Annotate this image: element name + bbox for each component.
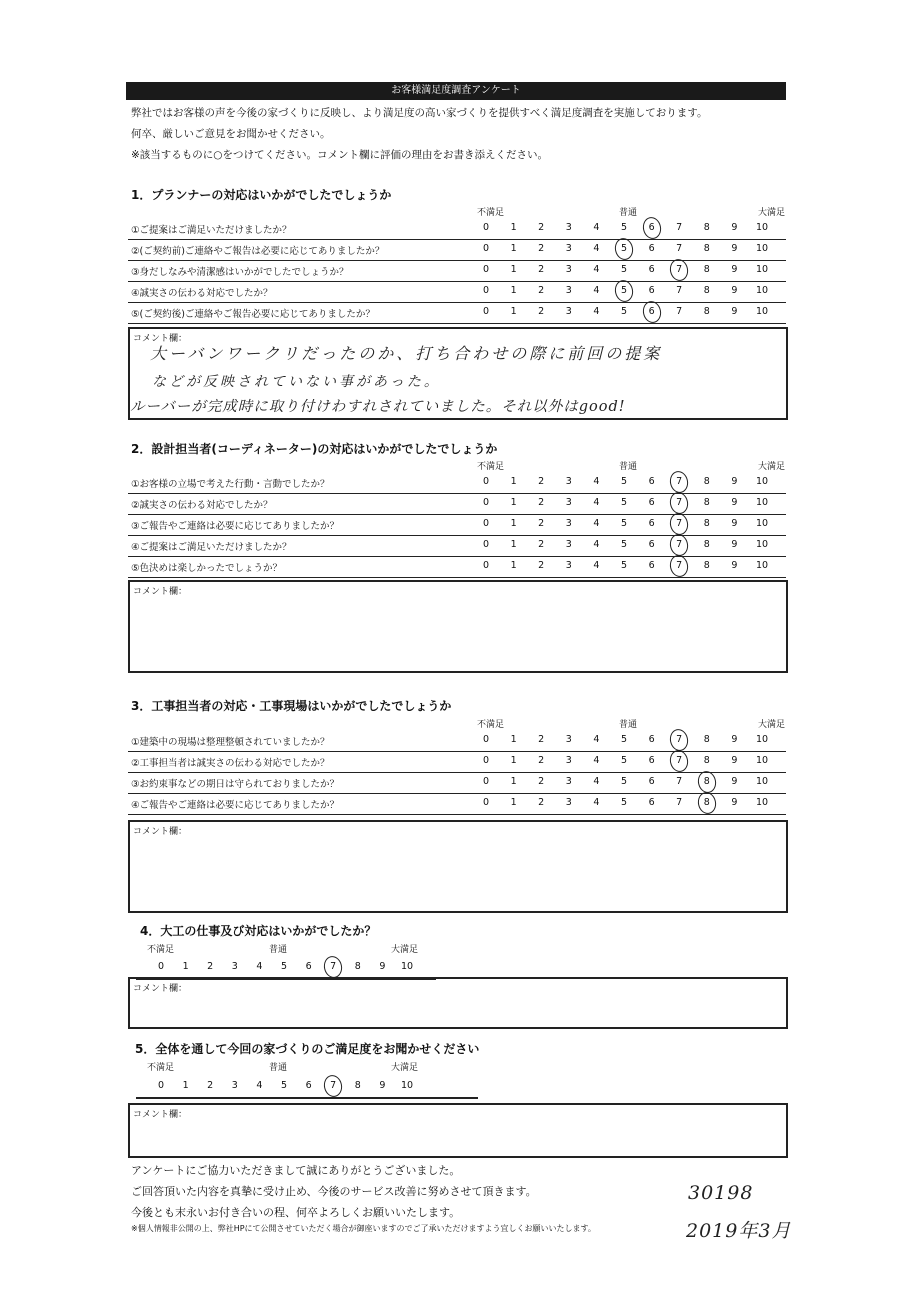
rating-option-4[interactable]: 4 [593,264,600,275]
scale-low-label: 不満足 [147,945,175,955]
rating-option-10[interactable]: 10 [755,285,769,296]
rating-option-8[interactable]: 8 [703,476,710,487]
rating-option-9[interactable]: 9 [731,797,738,808]
rating-option-0[interactable]: 0 [482,776,490,787]
rating-option-8[interactable]: 8 [703,243,710,254]
scale-high-label: 大満足 [758,208,786,218]
scale-mid-label: 普通 [269,945,288,955]
rating-option-10[interactable]: 10 [755,797,769,808]
rating-option-0[interactable]: 0 [482,264,490,275]
rating-option-9[interactable]: 9 [731,518,738,529]
rating-option-4[interactable]: 4 [593,560,600,571]
rating-option-0[interactable]: 0 [482,243,490,254]
rating-option-9[interactable]: 9 [379,961,386,972]
rating-option-9[interactable]: 9 [731,476,738,487]
rating-option-3[interactable]: 3 [565,285,572,296]
rating-option-8[interactable]: 8 [703,222,710,233]
section-1-title: 1．プランナーの対応はいかがでしたでしょうか [131,188,392,202]
rating-option-5[interactable]: 5 [620,243,628,254]
rating-option-5[interactable]: 5 [620,497,628,508]
rating-option-1[interactable]: 1 [510,264,517,275]
rating-option-3[interactable]: 3 [565,222,572,233]
selected-answer-circle [641,299,663,324]
selected-answer-circle [668,490,690,515]
rating-option-1[interactable]: 1 [510,539,517,550]
rating-option-5[interactable]: 5 [620,264,628,275]
rating-option-9[interactable]: 9 [731,264,738,275]
rating-option-2[interactable]: 2 [538,776,545,787]
comment-label: コメント欄： [133,1110,188,1120]
rating-option-1[interactable]: 1 [510,734,517,745]
rating-option-8[interactable]: 8 [703,264,710,275]
rating-option-6[interactable]: 6 [648,285,655,296]
rating-option-10[interactable]: 10 [755,518,769,529]
rating-option-2[interactable]: 2 [538,306,545,317]
question-text: ③ご報告やご連絡は必要に応じてありましたか？ [131,521,340,532]
rating-option-1[interactable]: 1 [510,776,517,787]
selected-answer-circle [322,954,344,979]
section-2-comment-box[interactable] [128,580,788,673]
scale-high-label: 大満足 [391,1063,419,1073]
rating-option-4[interactable]: 4 [256,1080,263,1091]
rating-option-7[interactable]: 7 [676,306,683,317]
selected-answer-circle [668,469,690,494]
rating-option-5[interactable]: 5 [280,1080,288,1091]
question-text: ①お客様の立場で考えた行動・言動でしたか？ [131,479,330,490]
comment-label: コメント欄： [133,827,188,837]
rating-option-8[interactable]: 8 [703,306,710,317]
rating-option-6[interactable]: 6 [648,734,655,745]
section-3-title: 3．工事担当者の対応・工事現場はいかがでしたでしょうか [131,699,452,713]
question-row [128,261,786,282]
rating-option-4[interactable]: 4 [593,243,600,254]
section-3-comment-box[interactable] [128,820,788,913]
rating-option-2[interactable]: 2 [538,518,545,529]
selected-answer-circle [668,748,690,773]
rating-option-6[interactable]: 6 [305,961,312,972]
question-text: ④ご報告やご連絡は必要に応じてありましたか？ [131,800,340,811]
rating-option-10[interactable]: 10 [755,755,769,766]
rating-option-4[interactable]: 4 [593,539,600,550]
scale-mid-label: 普通 [619,208,638,218]
scale-high-label: 大満足 [391,945,419,955]
rating-option-1[interactable]: 1 [510,497,517,508]
rating-option-6[interactable]: 6 [648,222,655,233]
rating-option-7[interactable]: 7 [676,264,683,275]
question-row [128,557,786,578]
rating-option-7[interactable]: 7 [676,243,683,254]
rating-option-8[interactable]: 8 [354,1080,361,1091]
question-row [128,752,786,773]
question-text: ⑤(ご契約後)ご連絡やご報告必要に応じてありましたか？ [131,309,375,320]
survey-date: 2019年3月 [686,1220,792,1242]
rating-option-7[interactable]: 7 [330,961,337,972]
rating-option-9[interactable]: 9 [731,306,738,317]
rating-option-8[interactable]: 8 [703,776,710,787]
rating-option-8[interactable]: 8 [354,961,361,972]
rating-option-0[interactable]: 0 [482,560,490,571]
rating-option-1[interactable]: 1 [510,518,517,529]
rating-option-1[interactable]: 1 [510,476,517,487]
question-text: ③お約束事などの期日は守られておりましたか？ [131,779,340,790]
rating-option-5[interactable]: 5 [620,797,628,808]
rating-option-3[interactable]: 3 [231,961,238,972]
rating-option-0[interactable]: 0 [482,285,490,296]
rating-option-5[interactable]: 5 [620,755,628,766]
rating-option-6[interactable]: 6 [648,539,655,550]
rating-option-2[interactable]: 2 [538,222,545,233]
question-row [128,303,786,324]
survey-id-number: 30198 [688,1182,754,1204]
rating-option-1[interactable]: 1 [510,755,517,766]
rating-option-2[interactable]: 2 [538,476,545,487]
rating-option-1[interactable]: 1 [182,1080,189,1091]
section-4-title: 4．大工の仕事及び対応はいかがでしたか？ [140,924,377,938]
question-row [128,773,786,794]
rating-option-1[interactable]: 1 [510,560,517,571]
scale-mid-label: 普通 [619,462,638,472]
rating-option-6[interactable]: 6 [648,476,655,487]
scale-low-label: 不満足 [147,1063,175,1073]
rating-option-10[interactable]: 10 [755,243,769,254]
rating-option-8[interactable]: 8 [703,755,710,766]
rating-option-5[interactable]: 5 [620,776,628,787]
intro-line: ※該当するものに○をつけてください。コメント欄に評価の理由をお書き添えください。 [131,149,548,161]
rating-option-2[interactable]: 2 [538,755,545,766]
rating-option-3[interactable]: 3 [565,776,572,787]
question-row [128,219,786,240]
rating-option-4[interactable]: 4 [593,518,600,529]
rating-option-6[interactable]: 6 [305,1080,312,1091]
rating-option-3[interactable]: 3 [565,476,572,487]
question-text: ②誠実さの伝わる対応でしたか？ [131,500,273,511]
selected-answer-circle [668,727,690,752]
question-text: ③身だしなみや清潔感はいかがでしたでしょうか？ [131,267,349,278]
scale-high-label: 大満足 [758,462,786,472]
rating-option-3[interactable]: 3 [565,734,572,745]
rating-option-4[interactable]: 4 [593,776,600,787]
rating-option-10[interactable]: 10 [755,306,769,317]
rating-option-0[interactable]: 0 [482,306,490,317]
rating-option-0[interactable]: 0 [482,797,490,808]
rating-option-2[interactable]: 2 [538,264,545,275]
rating-option-9[interactable]: 9 [731,776,738,787]
rating-option-3[interactable]: 3 [565,497,572,508]
rating-option-10[interactable]: 10 [755,560,769,571]
scale-mid-label: 普通 [269,1063,288,1073]
rating-option-2[interactable]: 2 [207,1080,214,1091]
rating-option-0[interactable]: 0 [482,497,490,508]
comment-handwriting-line: などが反映されていない事があった。 [152,374,441,390]
scale-low-label: 不満足 [477,720,505,730]
rating-option-10[interactable]: 10 [755,539,769,550]
rating-option-0[interactable]: 0 [482,734,490,745]
rating-option-6[interactable]: 6 [648,518,655,529]
rating-option-7[interactable]: 7 [676,497,683,508]
rating-option-2[interactable]: 2 [538,560,545,571]
rating-option-7[interactable]: 7 [676,476,683,487]
rating-option-0[interactable]: 0 [482,518,490,529]
rating-option-8[interactable]: 8 [703,797,710,808]
rating-option-1[interactable]: 1 [510,222,517,233]
question-row [128,536,786,557]
question-row [128,515,786,536]
rating-option-3[interactable]: 3 [565,243,572,254]
rating-option-4[interactable]: 4 [593,734,600,745]
rating-option-7[interactable]: 7 [676,755,683,766]
selected-answer-circle [668,511,690,536]
rating-option-6[interactable]: 6 [648,755,655,766]
rating-option-4[interactable]: 4 [593,222,600,233]
rating-option-6[interactable]: 6 [648,306,655,317]
rating-option-7[interactable]: 7 [676,518,683,529]
rating-option-4[interactable]: 4 [593,797,600,808]
rating-option-9[interactable]: 9 [731,285,738,296]
section-5-comment-box[interactable] [128,1103,788,1158]
rating-option-7[interactable]: 7 [676,776,683,787]
rating-option-3[interactable]: 3 [565,755,572,766]
rating-option-0[interactable]: 0 [482,539,490,550]
rating-option-10[interactable]: 10 [755,776,769,787]
rating-option-5[interactable]: 5 [620,539,628,550]
rating-option-9[interactable]: 9 [731,755,738,766]
rating-option-5[interactable]: 5 [620,734,628,745]
rating-option-2[interactable]: 2 [207,961,214,972]
rating-option-7[interactable]: 7 [676,797,683,808]
question-row [128,282,786,303]
section-5-title: 5．全体を通して今回の家づくりのご満足度をお聞かせください [135,1042,480,1056]
selected-answer-circle [696,790,718,815]
rating-option-0[interactable]: 0 [157,961,165,972]
rating-option-2[interactable]: 2 [538,539,545,550]
scale-mid-label: 普通 [619,720,638,730]
rating-option-10[interactable]: 10 [755,476,769,487]
rating-option-9[interactable]: 9 [731,734,738,745]
rating-option-6[interactable]: 6 [648,797,655,808]
rating-option-8[interactable]: 8 [703,734,710,745]
question-text: ⑤色決めは楽しかったでしょうか？ [131,563,283,574]
rating-option-0[interactable]: 0 [482,476,490,487]
rating-option-8[interactable]: 8 [703,518,710,529]
rating-option-0[interactable]: 0 [157,1080,165,1091]
comment-handwriting-line: 大ーバンワークリだったのか、打ち合わせの際に前回の提案 [150,344,663,363]
rating-option-5[interactable]: 5 [620,222,628,233]
rating-option-1[interactable]: 1 [510,797,517,808]
rating-option-10[interactable]: 10 [400,961,414,972]
privacy-note: ※個人情報非公開の上、弊社HPにて公開させていただく場合が御座いますのでご了承いただけますよう宜しくお願いいたします。 [131,1224,596,1233]
rating-option-9[interactable]: 9 [731,560,738,571]
rating-option-10[interactable]: 10 [755,497,769,508]
selected-answer-circle [668,553,690,578]
rating-option-10[interactable]: 10 [755,222,769,233]
rating-option-3[interactable]: 3 [565,306,572,317]
rating-option-7[interactable]: 7 [676,285,683,296]
rating-option-5[interactable]: 5 [620,285,628,296]
comment-label: コメント欄： [133,984,188,994]
rating-option-1[interactable]: 1 [510,243,517,254]
rating-option-5[interactable]: 5 [620,518,628,529]
rating-option-1[interactable]: 1 [182,961,189,972]
rating-option-6[interactable]: 6 [648,776,655,787]
rating-option-7[interactable]: 7 [330,1080,337,1091]
survey-title: お客様満足度調査アンケート [126,82,786,100]
footer-line: ご回答頂いた内容を真摯に受け止め、今後のサービス改善に努めさせて頂きます。 [131,1185,537,1198]
selected-answer-circle [668,257,690,282]
rating-option-2[interactable]: 2 [538,734,545,745]
rating-option-1[interactable]: 1 [510,306,517,317]
rating-option-0[interactable]: 0 [482,222,490,233]
rating-option-5[interactable]: 5 [620,306,628,317]
selected-answer-circle [668,532,690,557]
question-text: ①ご提案はご満足いただけましたか？ [131,225,292,236]
section-1-comment-box[interactable] [128,327,788,420]
rating-option-9[interactable]: 9 [731,497,738,508]
selected-answer-circle [641,215,663,240]
rating-option-10[interactable]: 10 [400,1080,414,1091]
question-row [128,473,786,494]
rating-option-10[interactable]: 10 [755,264,769,275]
rating-option-3[interactable]: 3 [565,560,572,571]
rating-option-3[interactable]: 3 [565,264,572,275]
rating-option-7[interactable]: 7 [676,734,683,745]
rating-option-4[interactable]: 4 [593,476,600,487]
question-text: ④誠実さの伝わる対応でしたか？ [131,288,273,299]
rating-option-1[interactable]: 1 [510,285,517,296]
selected-answer-circle [322,1073,344,1098]
section-4-comment-box[interactable] [128,977,788,1029]
intro-line: 弊社ではお客様の声を今後の家づくりに反映し、より満足度の高い家づくりを提供すべく満足度調査を実施しております。 [131,107,708,119]
rating-option-9[interactable]: 9 [731,539,738,550]
rating-option-2[interactable]: 2 [538,243,545,254]
rating-option-3[interactable]: 3 [565,797,572,808]
comment-label: コメント欄： [133,334,188,344]
rating-option-8[interactable]: 8 [703,539,710,550]
scale-underline [136,1097,478,1099]
rating-option-2[interactable]: 2 [538,797,545,808]
scale-low-label: 不満足 [477,208,505,218]
comment-label: コメント欄： [133,587,188,597]
rating-option-5[interactable]: 5 [280,961,288,972]
selected-answer-circle [613,278,635,303]
rating-option-10[interactable]: 10 [755,734,769,745]
rating-option-6[interactable]: 6 [648,560,655,571]
selected-answer-circle [613,236,635,261]
rating-option-6[interactable]: 6 [648,497,655,508]
rating-option-9[interactable]: 9 [731,243,738,254]
rating-option-8[interactable]: 8 [703,497,710,508]
question-row [128,494,786,515]
rating-option-9[interactable]: 9 [379,1080,386,1091]
rating-option-4[interactable]: 4 [593,497,600,508]
rating-option-4[interactable]: 4 [256,961,263,972]
rating-option-6[interactable]: 6 [648,264,655,275]
question-row [128,240,786,261]
rating-option-3[interactable]: 3 [565,518,572,529]
rating-option-9[interactable]: 9 [731,222,738,233]
rating-option-4[interactable]: 4 [593,306,600,317]
scale-low-label: 不満足 [477,462,505,472]
rating-option-7[interactable]: 7 [676,560,683,571]
rating-option-4[interactable]: 4 [593,285,600,296]
question-text: ④ご提案はご満足いただけましたか？ [131,542,292,553]
question-row [128,731,786,752]
rating-option-0[interactable]: 0 [482,755,490,766]
rating-option-5[interactable]: 5 [620,476,628,487]
selected-answer-circle [696,769,718,794]
rating-option-8[interactable]: 8 [703,560,710,571]
question-text: ②(ご契約前)ご連絡やご報告は必要に応じてありましたか？ [131,246,385,257]
rating-option-3[interactable]: 3 [231,1080,238,1091]
question-text: ①建築中の現場は整理整頓されていましたか？ [131,737,330,748]
rating-option-7[interactable]: 7 [676,222,683,233]
comment-handwriting-line: ルーバーが完成時に取り付けわすれされていました。それ以外はgood! [130,399,626,415]
scale-high-label: 大満足 [758,720,786,730]
rating-option-5[interactable]: 5 [620,560,628,571]
rating-option-3[interactable]: 3 [565,539,572,550]
question-text: ②工事担当者は誠実さの伝わる対応でしたか？ [131,758,330,769]
rating-option-2[interactable]: 2 [538,285,545,296]
question-row [128,794,786,815]
rating-option-2[interactable]: 2 [538,497,545,508]
rating-option-7[interactable]: 7 [676,539,683,550]
rating-option-4[interactable]: 4 [593,755,600,766]
rating-option-8[interactable]: 8 [703,285,710,296]
footer-line: 今後とも末永いお付き合いの程、何卒よろしくお願いいたします。 [131,1206,461,1219]
rating-option-6[interactable]: 6 [648,243,655,254]
footer-line: アンケートにご協力いただきまして誠にありがとうございました。 [131,1164,461,1177]
section-2-title: 2．設計担当者(コーディネーター)の対応はいかがでしたでしょうか [131,442,498,456]
intro-line: 何卒、厳しいご意見をお聞かせください。 [131,128,331,140]
